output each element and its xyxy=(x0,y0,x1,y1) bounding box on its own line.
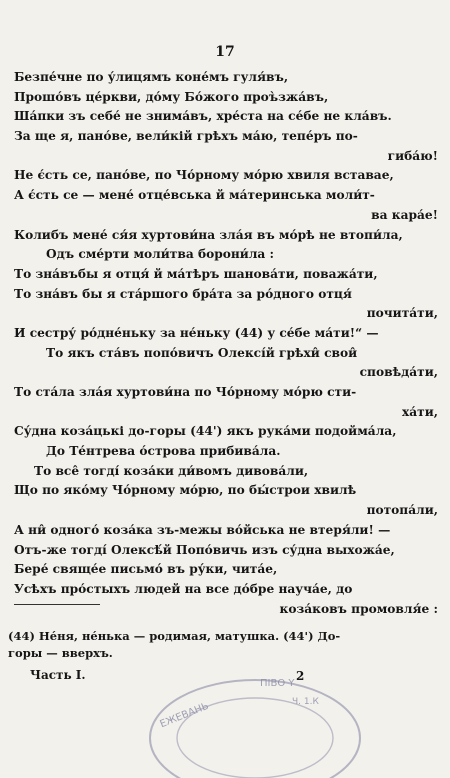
verse-line: То зна́въбы я отця́ й ма́тѣръ шанова́ти, повaжа́ти, xyxy=(14,266,378,281)
verse-line: Прошо́въ це́ркви, до́му Бо́жого проъ̀зжа́въ, xyxy=(14,89,329,104)
footnote-line: (44) Не́ня, не́нька — родимая, матушка. (44') До- xyxy=(8,629,341,643)
verse-line: Не є́сть се, пано́ве, по Чо́рному мо́рю хвиля вставае, xyxy=(14,168,394,183)
verse-line: Усѣхъ про́стыхъ людей на все до́бре науча́е, до xyxy=(14,581,353,596)
verse-line: Су́дна коза́цькі до-горы (44') якъ рука́ми подойма́ла, xyxy=(14,424,397,439)
verse-line: И сестру́ ро́дне́ньку за не́ньку (44) у се́бе ма́ти!“ — xyxy=(14,325,379,340)
verse-line: За ще я, пано́ве, вели́кій грѣхъ ма́ю, тепе́ръ по- xyxy=(14,129,358,144)
verse-line: Безпе́чне по у́лицямъ коне́мъ гуля́въ, xyxy=(14,70,289,84)
verse-line: А ни̂ одного́ коза́ка зъ-межы во́йська не втеря́ли! — xyxy=(14,522,391,537)
verse-line: То зна́въ бы я ста́ршого бра́та за ро́дного отця́ xyxy=(14,286,352,301)
verse-line: ха́ти, xyxy=(402,404,438,419)
footnote-line: горы — вверхъ. xyxy=(8,646,113,660)
signature-label: Часть I. xyxy=(30,668,86,682)
verse-line: ва кара́е! xyxy=(371,207,438,222)
stamp-text: Ч. 1.К xyxy=(292,697,319,707)
verse-line: Ша́пки зъ себе́ не знима́въ, хре́ста на се́бе не кла́въ. xyxy=(14,109,392,124)
library-stamp-icon xyxy=(140,668,370,778)
verse-text xyxy=(14,68,440,619)
footnote-divider xyxy=(14,604,100,605)
stamp-text: ПІВО Y xyxy=(260,678,295,689)
stamp-text: ЕЖЕВАНЬ xyxy=(158,700,211,731)
page-number: 17 xyxy=(215,44,235,60)
verse-line: То все̂ тогді́ коза́ки ди́вомъ дивова́ли, xyxy=(34,463,309,478)
verse-line: То ста́ла зла́я хуртови́на по Чо́рному мо́рю сти- xyxy=(14,385,357,399)
signature-mark: 2 xyxy=(296,669,305,683)
verse-line: почита́ти, xyxy=(366,306,438,321)
verse-line: Колибъ мене́ ся́я хуртови́на зла́я въ мо́рѣ не втопи́ла, xyxy=(14,227,403,242)
verse-line: потопа́ли, xyxy=(366,503,438,518)
verse-line: Бере́ свяще́е письмо́ въ ру́ки, чита́е, xyxy=(14,562,278,577)
footnote xyxy=(8,628,438,662)
verse-line: Одъ сме́рти моли́тва борони́ла : xyxy=(46,247,275,262)
verse-line: сповѣда́ти, xyxy=(359,365,438,380)
verse-line: То якъ ста́въ попо́вичъ Олексі́й грѣхи̂ свои̂ xyxy=(46,345,358,360)
verse-line: коза́ковъ промовля́е : xyxy=(279,601,438,616)
verse-line: Отъ-же тогді́ Олексѣ́й Попо́вичь изъ су́дна выхожа́е, xyxy=(14,542,395,557)
verse-line: А є́сть се — мене́ отце́вська й ма́теринська моли́т- xyxy=(14,188,375,203)
verse-line: гиба́ю! xyxy=(387,148,438,163)
verse-line: Що по яко́му Чо́рному мо́рю, по бы́строи хвилѣ xyxy=(14,483,357,498)
verse-line: До Те́нтрева о́строва прибива́ла. xyxy=(46,444,281,459)
